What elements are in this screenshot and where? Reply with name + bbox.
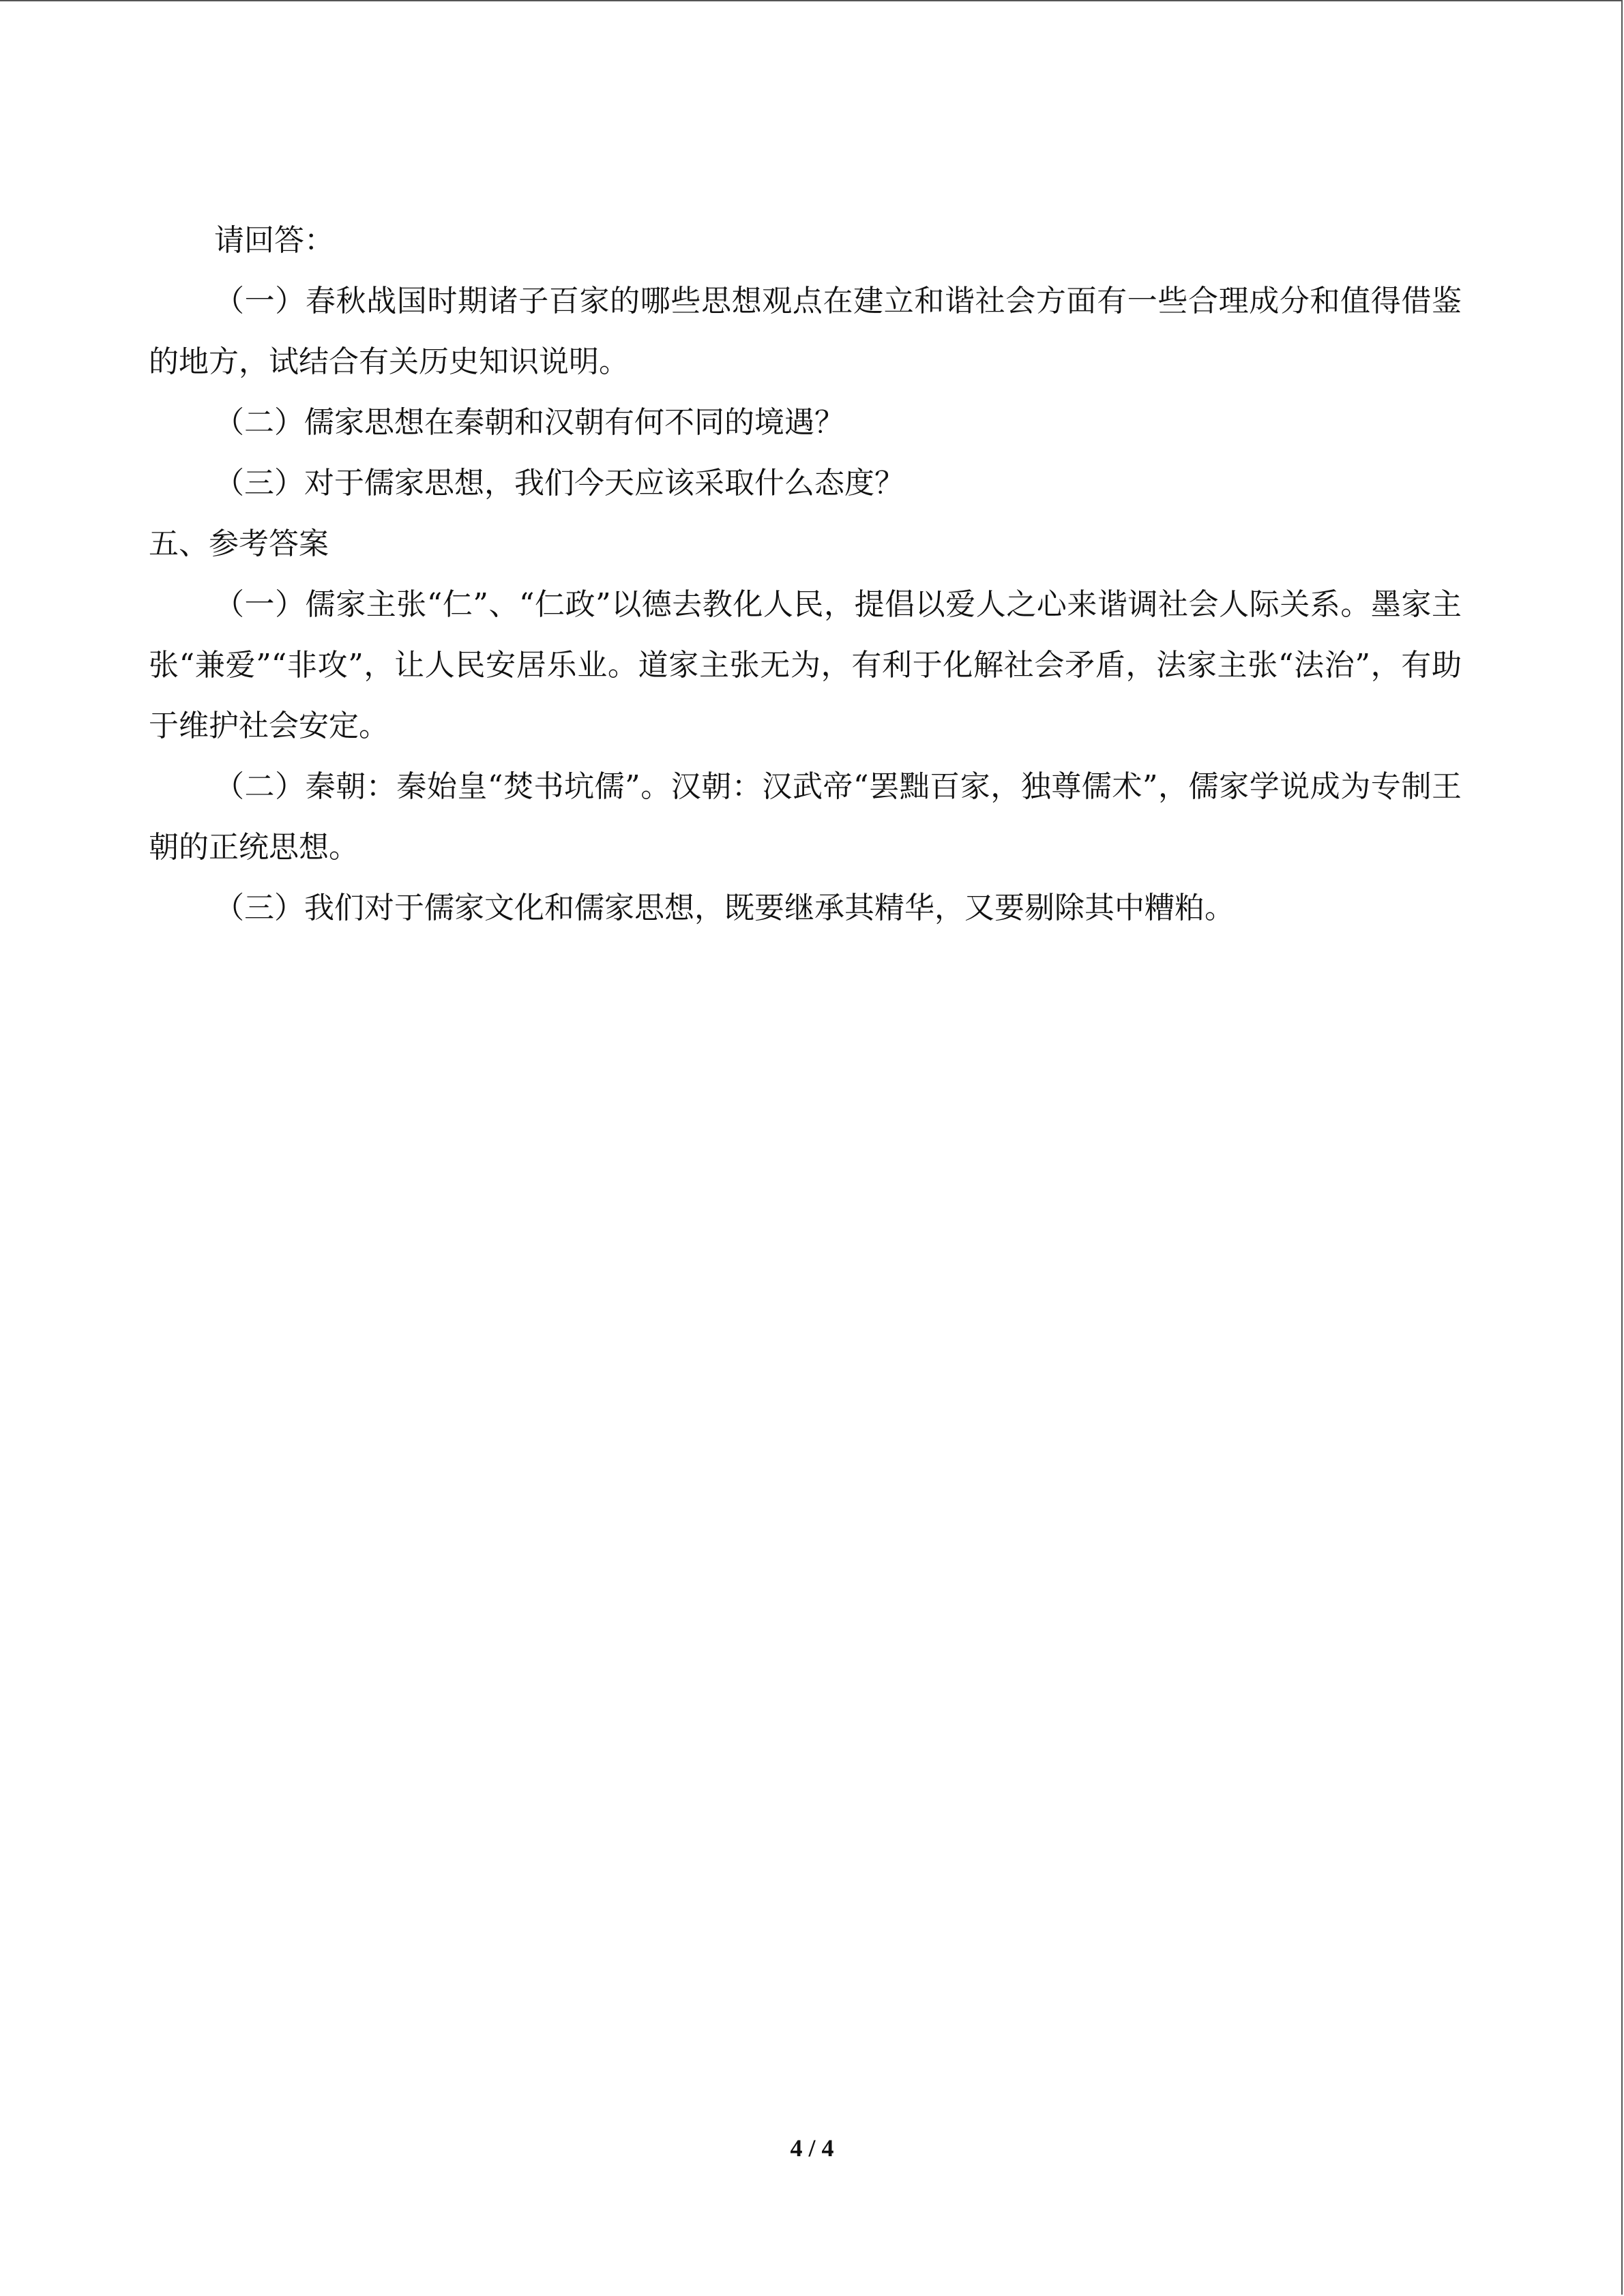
question-prompt: 请回答： (214, 223, 334, 258)
question-3: （三）对于儒家思想，我们今天应该采取什么态度？ (214, 466, 904, 501)
answer-2: （二）秦朝：秦始皇“焚书坑儒”。汉朝：汉武帝“罢黜百家，独尊儒术”，儒家学说成为专制王朝的正统思想。 (149, 769, 1462, 865)
answer-1: （一）儒家主张“仁”、“仁政”以德去教化人民，提倡以爱人之心来谐调社会人际关系。墨家主张“兼爱”“非攻”，让人民安居乐业。道家主张无为，有利于化解社会矛盾，法家主张“法治”，有助于维护社会安定。 (149, 587, 1462, 743)
section-heading-answers: 五、参考答案 (149, 526, 329, 561)
answer-3: （三）我们对于儒家文化和儒家思想，既要继承其精华，又要剔除其中糟粕。 (214, 891, 1235, 925)
question-2: （二）儒家思想在秦朝和汉朝有何不同的境遇？ (214, 405, 844, 440)
document-body (149, 210, 1462, 938)
question-1: （一）春秋战国时期诸子百家的哪些思想观点在建立和谐社会方面有一些合理成分和值得借鉴的地方，试结合有关历史知识说明。 (149, 284, 1462, 379)
page-number: 4 / 4 (790, 2134, 834, 2162)
